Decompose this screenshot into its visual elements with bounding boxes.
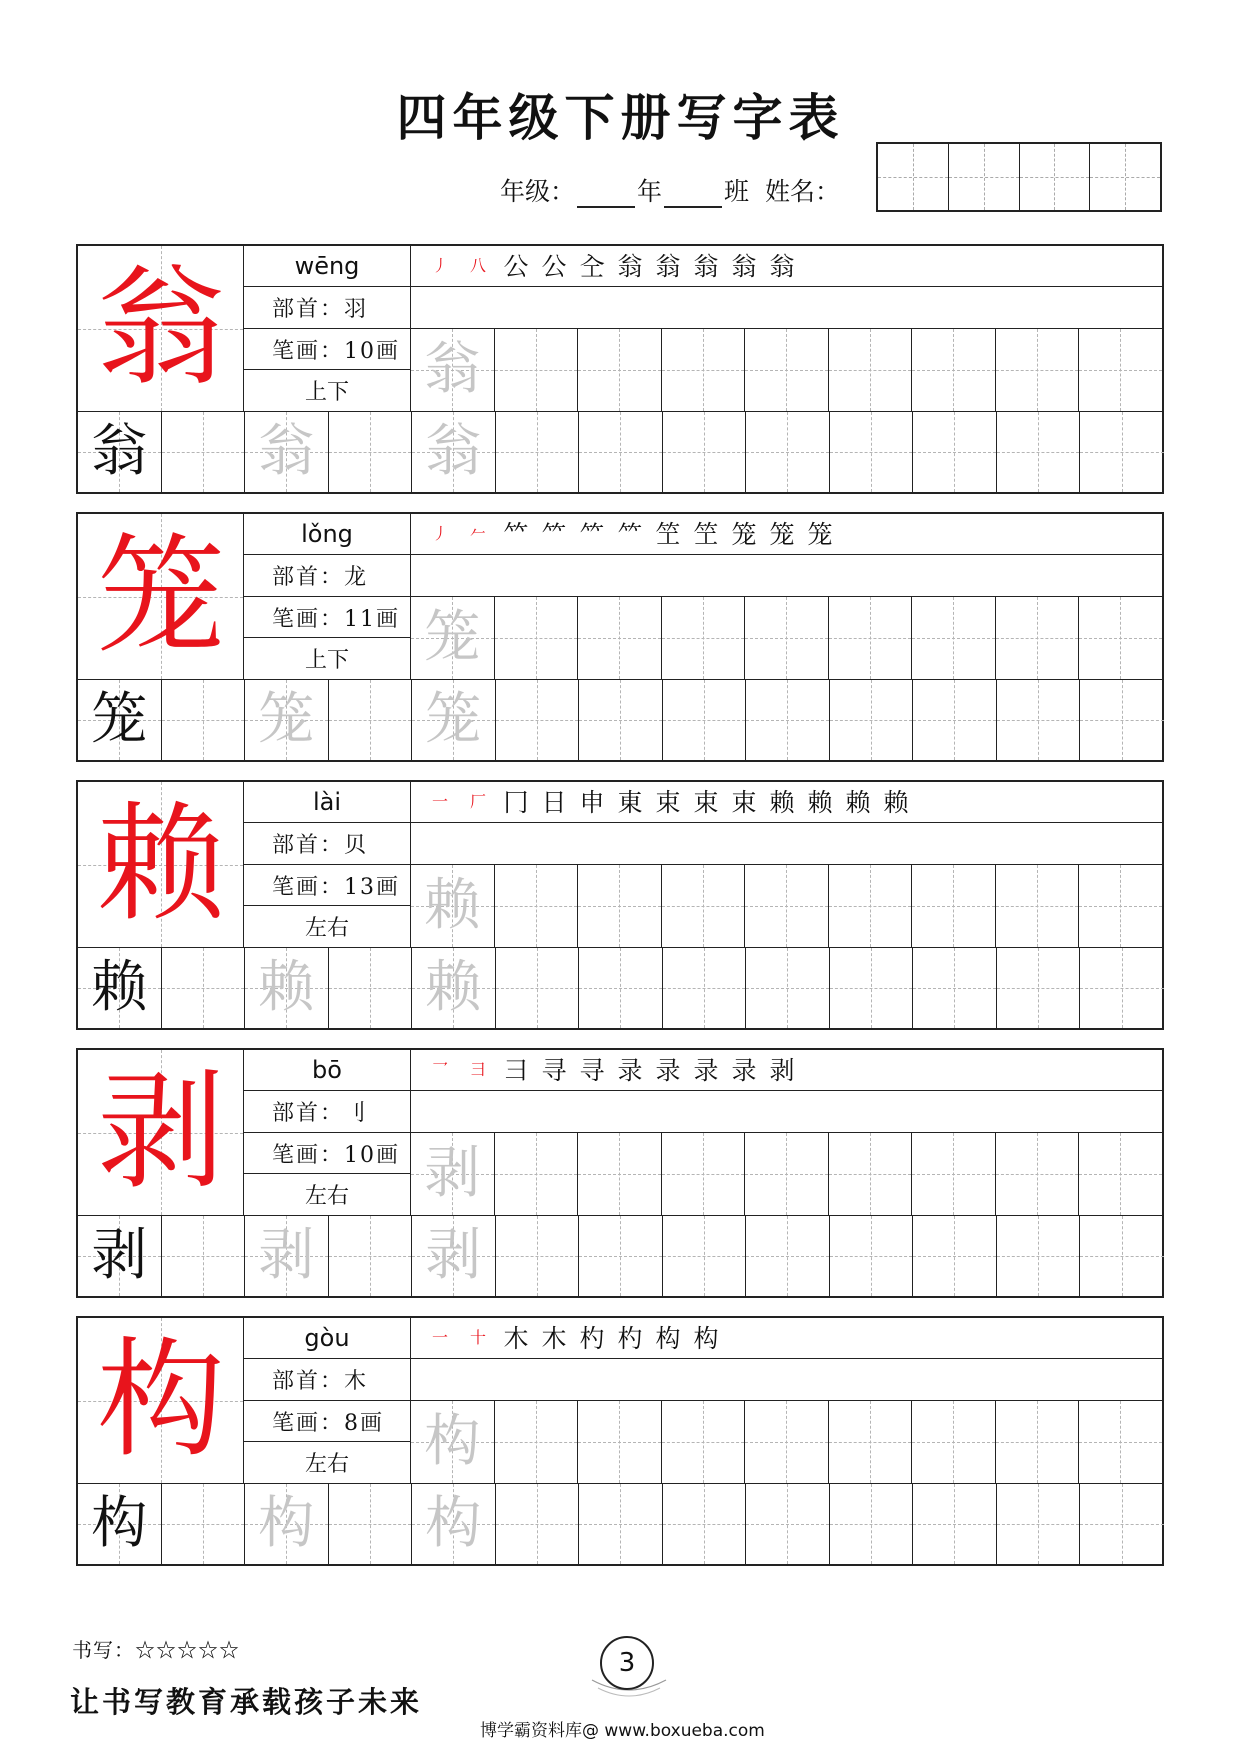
practice-cell[interactable] xyxy=(245,948,329,1028)
stroke-step: 丿 xyxy=(431,524,448,543)
empty-row[interactable] xyxy=(411,287,1162,329)
practice-cell[interactable] xyxy=(662,1133,746,1216)
stroke-step: ⺮ xyxy=(579,519,605,549)
practice-cell[interactable] xyxy=(495,865,579,948)
stroke-order-row xyxy=(411,1050,1162,1091)
practice-cell[interactable] xyxy=(495,597,579,680)
practice-cell[interactable] xyxy=(746,1216,830,1296)
empty-row[interactable] xyxy=(411,1091,1162,1133)
trace-char: 笼 xyxy=(424,605,481,670)
stroke-step: 𠂉 xyxy=(469,524,486,543)
practice-cell[interactable] xyxy=(578,865,662,948)
practice-cell[interactable] xyxy=(830,1216,914,1296)
practice-cell[interactable] xyxy=(411,1133,495,1216)
stroke-step: 录 xyxy=(693,1055,719,1085)
practice-cell[interactable] xyxy=(746,412,830,492)
stroke-step: 木 xyxy=(541,1323,567,1353)
practice-cell[interactable] xyxy=(997,1484,1081,1564)
character-block xyxy=(76,1048,1164,1298)
practice-cell[interactable] xyxy=(579,412,663,492)
practice-cell[interactable] xyxy=(162,1216,246,1296)
stroke-count-info-cell xyxy=(244,1401,411,1442)
stroke-step: 日 xyxy=(541,787,567,817)
practice-cell[interactable] xyxy=(829,1133,913,1216)
practice-cell[interactable] xyxy=(746,1484,830,1564)
trace-char: 剥 xyxy=(425,1223,482,1288)
stroke-step: 束 xyxy=(693,787,719,817)
practice-cell[interactable] xyxy=(1080,1484,1164,1564)
practice-cell[interactable] xyxy=(830,948,914,1028)
practice-cell[interactable] xyxy=(829,865,913,948)
stroke-step: 笁 xyxy=(693,519,719,549)
practice-cell[interactable] xyxy=(1080,948,1164,1028)
practice-cell[interactable] xyxy=(496,1484,580,1564)
stroke-step: 公 xyxy=(541,251,567,281)
practice-cell[interactable] xyxy=(412,412,496,492)
stroke-step: 寻 xyxy=(541,1055,567,1085)
practice-cell[interactable] xyxy=(913,680,997,760)
practice-cell[interactable] xyxy=(745,865,829,948)
stroke-count-info-cell xyxy=(244,597,411,638)
practice-cell[interactable] xyxy=(663,1484,747,1564)
practice-cell[interactable] xyxy=(162,1484,246,1564)
pinyin: gòu xyxy=(304,1324,350,1352)
radical-info: 部首：龙 xyxy=(272,565,369,590)
empty-row[interactable] xyxy=(411,1359,1162,1401)
stroke-step: 赖 xyxy=(769,787,795,817)
empty-row[interactable] xyxy=(411,823,1162,865)
stroke-step: 赖 xyxy=(883,787,909,817)
practice-cell[interactable] xyxy=(997,412,1081,492)
practice-cell[interactable] xyxy=(912,329,996,412)
practice-cell[interactable] xyxy=(913,948,997,1028)
stroke-step: 㒰 xyxy=(579,251,605,281)
practice-cell[interactable] xyxy=(245,412,329,492)
practice-cell[interactable] xyxy=(496,1216,580,1296)
stroke-step: 笼 xyxy=(769,519,795,549)
structure-info: 上下 xyxy=(304,648,349,673)
practice-cell[interactable] xyxy=(829,1401,913,1484)
pinyin-cell xyxy=(244,1318,411,1359)
trace-char: 翁 xyxy=(424,337,481,402)
stroke-step: 乛 xyxy=(431,1060,448,1079)
radical-info: 部首：刂 xyxy=(272,1101,369,1126)
pinyin: lǒng xyxy=(301,520,353,548)
rating-line: 书写：☆☆☆☆☆ xyxy=(72,1638,240,1662)
stroke-order-row xyxy=(411,782,1162,823)
practice-cell[interactable] xyxy=(913,1484,997,1564)
pinyin-cell xyxy=(244,1050,411,1091)
radical-info-cell xyxy=(244,555,411,597)
stroke-count-info: 笔画：10画 xyxy=(272,1142,400,1168)
structure-info-cell xyxy=(244,1442,411,1484)
sample-char: 笼 xyxy=(91,687,148,752)
class-unit: 班 xyxy=(724,177,750,206)
model-char: 翁 xyxy=(96,254,225,403)
radical-info-cell xyxy=(244,823,411,865)
radical-info-cell xyxy=(244,1359,411,1401)
practice-cell[interactable] xyxy=(996,865,1080,948)
stroke-step: 杓 xyxy=(617,1323,643,1353)
grade-blank[interactable] xyxy=(577,182,635,208)
pinyin-cell xyxy=(244,246,411,287)
practice-cell[interactable] xyxy=(162,948,246,1028)
practice-cell[interactable] xyxy=(412,680,496,760)
stroke-step: 木 xyxy=(503,1323,529,1353)
trace-char: 赖 xyxy=(258,955,315,1020)
practice-cell[interactable] xyxy=(579,680,663,760)
practice-cell[interactable] xyxy=(1079,865,1163,948)
stroke-step: 构 xyxy=(655,1323,681,1353)
stroke-step: 東 xyxy=(617,787,643,817)
stroke-step: 丿 xyxy=(431,256,448,275)
model-char: 赖 xyxy=(96,790,225,939)
practice-cell[interactable] xyxy=(663,1216,747,1296)
stroke-step: 笁 xyxy=(655,519,681,549)
practice-cell[interactable] xyxy=(1079,597,1163,680)
class-blank[interactable] xyxy=(664,182,722,208)
stroke-step: 构 xyxy=(693,1323,719,1353)
stroke-step: 束 xyxy=(655,787,681,817)
practice-cell[interactable] xyxy=(579,1484,663,1564)
practice-cell[interactable] xyxy=(662,329,746,412)
practice-cell[interactable] xyxy=(996,1133,1080,1216)
trace-char: 笼 xyxy=(258,687,315,752)
practice-cell[interactable] xyxy=(78,412,162,492)
stroke-step: 赖 xyxy=(845,787,871,817)
practice-cell[interactable] xyxy=(996,329,1080,412)
sample-char: 赖 xyxy=(91,955,148,1020)
practice-cell[interactable] xyxy=(496,680,580,760)
character-block xyxy=(76,244,1164,494)
practice-cell[interactable] xyxy=(746,948,830,1028)
stroke-count-info: 笔画：13画 xyxy=(272,874,400,900)
practice-cell[interactable] xyxy=(745,329,829,412)
practice-cell[interactable] xyxy=(745,597,829,680)
sample-char: 剥 xyxy=(91,1223,148,1288)
practice-cell[interactable] xyxy=(1079,1401,1163,1484)
practice-cell[interactable] xyxy=(662,597,746,680)
radical-info-cell xyxy=(244,287,411,329)
trace-char: 剥 xyxy=(258,1223,315,1288)
model-char: 笼 xyxy=(96,522,225,671)
practice-cell[interactable] xyxy=(245,1484,329,1564)
structure-info-cell xyxy=(244,1174,411,1216)
practice-cell[interactable] xyxy=(1079,1133,1163,1216)
practice-cell[interactable] xyxy=(1079,329,1163,412)
practice-cell[interactable] xyxy=(245,680,329,760)
stroke-step: 翁 xyxy=(693,251,719,281)
practice-cell[interactable] xyxy=(579,1216,663,1296)
practice-cell[interactable] xyxy=(913,412,997,492)
practice-cell[interactable] xyxy=(495,1401,579,1484)
stroke-step: 申 xyxy=(579,787,605,817)
practice-cell[interactable] xyxy=(997,1216,1081,1296)
stroke-step: 翁 xyxy=(731,251,757,281)
stroke-count-info-cell xyxy=(244,1133,411,1174)
practice-cell[interactable] xyxy=(830,680,914,760)
practice-cell[interactable] xyxy=(829,597,913,680)
practice-cell[interactable] xyxy=(329,948,413,1028)
practice-cell[interactable] xyxy=(245,1216,329,1296)
practice-cell[interactable] xyxy=(78,1216,162,1296)
practice-cell[interactable] xyxy=(412,1216,496,1296)
model-char: 构 xyxy=(96,1326,225,1475)
practice-cell[interactable] xyxy=(745,1401,829,1484)
practice-cell[interactable] xyxy=(663,948,747,1028)
practice-cell[interactable] xyxy=(78,1484,162,1564)
practice-cell[interactable] xyxy=(913,1216,997,1296)
sample-char: 构 xyxy=(91,1491,148,1556)
practice-cell[interactable] xyxy=(578,329,662,412)
practice-cell[interactable] xyxy=(411,1401,495,1484)
practice-cell[interactable] xyxy=(912,597,996,680)
page-title: 四年级下册写字表 xyxy=(396,88,845,147)
practice-cell[interactable] xyxy=(329,412,413,492)
structure-info-cell xyxy=(244,906,411,948)
character-block xyxy=(76,1316,1164,1566)
practice-cell[interactable] xyxy=(578,1401,662,1484)
practice-cell[interactable] xyxy=(912,1133,996,1216)
stroke-step: 公 xyxy=(503,251,529,281)
year-unit: 年 xyxy=(637,177,663,206)
name-box[interactable] xyxy=(949,144,1020,210)
practice-cell[interactable] xyxy=(329,1216,413,1296)
stroke-order-row xyxy=(411,1318,1162,1359)
trace-char: 笼 xyxy=(425,687,482,752)
practice-cell[interactable] xyxy=(329,1484,413,1564)
name-box[interactable] xyxy=(1020,144,1091,210)
practice-cell[interactable] xyxy=(329,680,413,760)
trace-char: 构 xyxy=(424,1409,481,1474)
stroke-step: 录 xyxy=(655,1055,681,1085)
stroke-count-info-cell xyxy=(244,865,411,906)
practice-cell[interactable] xyxy=(496,948,580,1028)
practice-cell[interactable] xyxy=(912,865,996,948)
practice-cell[interactable] xyxy=(412,1484,496,1564)
stroke-step: 𥫗 xyxy=(503,519,529,549)
practice-cell[interactable] xyxy=(662,1401,746,1484)
site-watermark: 博学霸资料库@ www.boxueba.com xyxy=(480,1721,765,1741)
stroke-step: 翁 xyxy=(769,251,795,281)
practice-cell[interactable] xyxy=(411,597,495,680)
practice-cell[interactable] xyxy=(830,412,914,492)
practice-cell[interactable] xyxy=(578,597,662,680)
radical-info: 部首：羽 xyxy=(272,297,369,322)
practice-cell[interactable] xyxy=(830,1484,914,1564)
stroke-step: 束 xyxy=(731,787,757,817)
stroke-step: 笼 xyxy=(807,519,833,549)
structure-info-cell xyxy=(244,638,411,680)
radical-info: 部首：木 xyxy=(272,1369,369,1394)
model-char: 剥 xyxy=(96,1058,225,1207)
trace-char: 剥 xyxy=(424,1141,481,1206)
stroke-step: 录 xyxy=(617,1055,643,1085)
practice-cell[interactable] xyxy=(411,329,495,412)
practice-cell[interactable] xyxy=(1080,1216,1164,1296)
trace-char: 翁 xyxy=(425,419,482,484)
trace-char: 构 xyxy=(425,1491,482,1556)
pinyin: lài xyxy=(312,788,342,816)
trace-char: 构 xyxy=(258,1491,315,1556)
character-block xyxy=(76,780,1164,1030)
pinyin: wēng xyxy=(294,252,360,280)
trace-char: 赖 xyxy=(425,955,482,1020)
practice-cell[interactable] xyxy=(578,1133,662,1216)
stroke-step: 厂 xyxy=(469,792,486,811)
name-box[interactable] xyxy=(1090,144,1160,210)
stroke-count-info: 笔画：10画 xyxy=(272,338,400,364)
pinyin-cell xyxy=(244,782,411,823)
stroke-step: 寻 xyxy=(579,1055,605,1085)
trace-char: 翁 xyxy=(258,419,315,484)
practice-cell[interactable] xyxy=(495,329,579,412)
trace-char: 赖 xyxy=(424,873,481,938)
structure-info: 左右 xyxy=(304,916,349,941)
practice-cell[interactable] xyxy=(996,1401,1080,1484)
character-block xyxy=(76,512,1164,762)
stroke-step: ⺮ xyxy=(617,519,643,549)
stroke-step: 冂 xyxy=(503,787,529,817)
structure-info: 左右 xyxy=(304,1184,349,1209)
stroke-step: 一 xyxy=(431,792,448,811)
stroke-step: 十 xyxy=(469,1328,486,1347)
grade-label: 年级： xyxy=(500,177,576,206)
stroke-count-info-cell xyxy=(244,329,411,370)
stroke-step: 彐 xyxy=(503,1055,529,1085)
name-boxes[interactable] xyxy=(876,142,1162,212)
practice-cell[interactable] xyxy=(162,680,246,760)
pinyin-cell xyxy=(244,514,411,555)
sample-char: 翁 xyxy=(91,419,148,484)
practice-cell[interactable] xyxy=(746,680,830,760)
radical-info: 部首：贝 xyxy=(272,833,369,858)
stroke-step: 赖 xyxy=(807,787,833,817)
empty-row[interactable] xyxy=(411,555,1162,597)
practice-cell[interactable] xyxy=(78,680,162,760)
practice-cell[interactable] xyxy=(411,865,495,948)
practice-cell[interactable] xyxy=(412,948,496,1028)
stroke-count-info: 笔画：8画 xyxy=(272,1410,384,1436)
stroke-step: 八 xyxy=(469,256,486,275)
structure-info-cell xyxy=(244,370,411,412)
page-number: 3 xyxy=(600,1636,654,1690)
practice-cell[interactable] xyxy=(78,948,162,1028)
stroke-step: ⺮ xyxy=(541,519,567,549)
practice-cell[interactable] xyxy=(1080,412,1164,492)
name-label: 姓名： xyxy=(764,177,840,206)
practice-cell[interactable] xyxy=(912,1401,996,1484)
practice-cell[interactable] xyxy=(745,1133,829,1216)
stroke-count-info: 笔画：11画 xyxy=(272,606,400,632)
stroke-order-row xyxy=(411,514,1162,555)
practice-cell[interactable] xyxy=(829,329,913,412)
name-box[interactable] xyxy=(878,144,949,210)
practice-cell[interactable] xyxy=(495,1133,579,1216)
practice-cell[interactable] xyxy=(662,865,746,948)
practice-cell[interactable] xyxy=(996,597,1080,680)
stroke-step: 杓 xyxy=(579,1323,605,1353)
slogan: 让书写教育承载孩子未来 xyxy=(70,1685,423,1719)
practice-cell[interactable] xyxy=(997,680,1081,760)
practice-cell[interactable] xyxy=(496,412,580,492)
stroke-order-row xyxy=(411,246,1162,287)
practice-cell[interactable] xyxy=(162,412,246,492)
structure-info: 左右 xyxy=(304,1452,349,1477)
practice-cell[interactable] xyxy=(663,680,747,760)
student-info-line xyxy=(500,172,840,208)
stroke-step: 一 xyxy=(431,1328,448,1347)
stroke-step: 彐 xyxy=(469,1060,486,1079)
stroke-step: 录 xyxy=(731,1055,757,1085)
structure-info: 上下 xyxy=(304,380,349,405)
practice-cell[interactable] xyxy=(997,948,1081,1028)
stroke-step: 剥 xyxy=(769,1055,795,1085)
pinyin: bō xyxy=(312,1056,342,1084)
stroke-step: 翁 xyxy=(617,251,643,281)
practice-cell[interactable] xyxy=(1080,680,1164,760)
stroke-step: 翁 xyxy=(655,251,681,281)
practice-cell[interactable] xyxy=(663,412,747,492)
radical-info-cell xyxy=(244,1091,411,1133)
stroke-step: 笼 xyxy=(731,519,757,549)
practice-cell[interactable] xyxy=(579,948,663,1028)
